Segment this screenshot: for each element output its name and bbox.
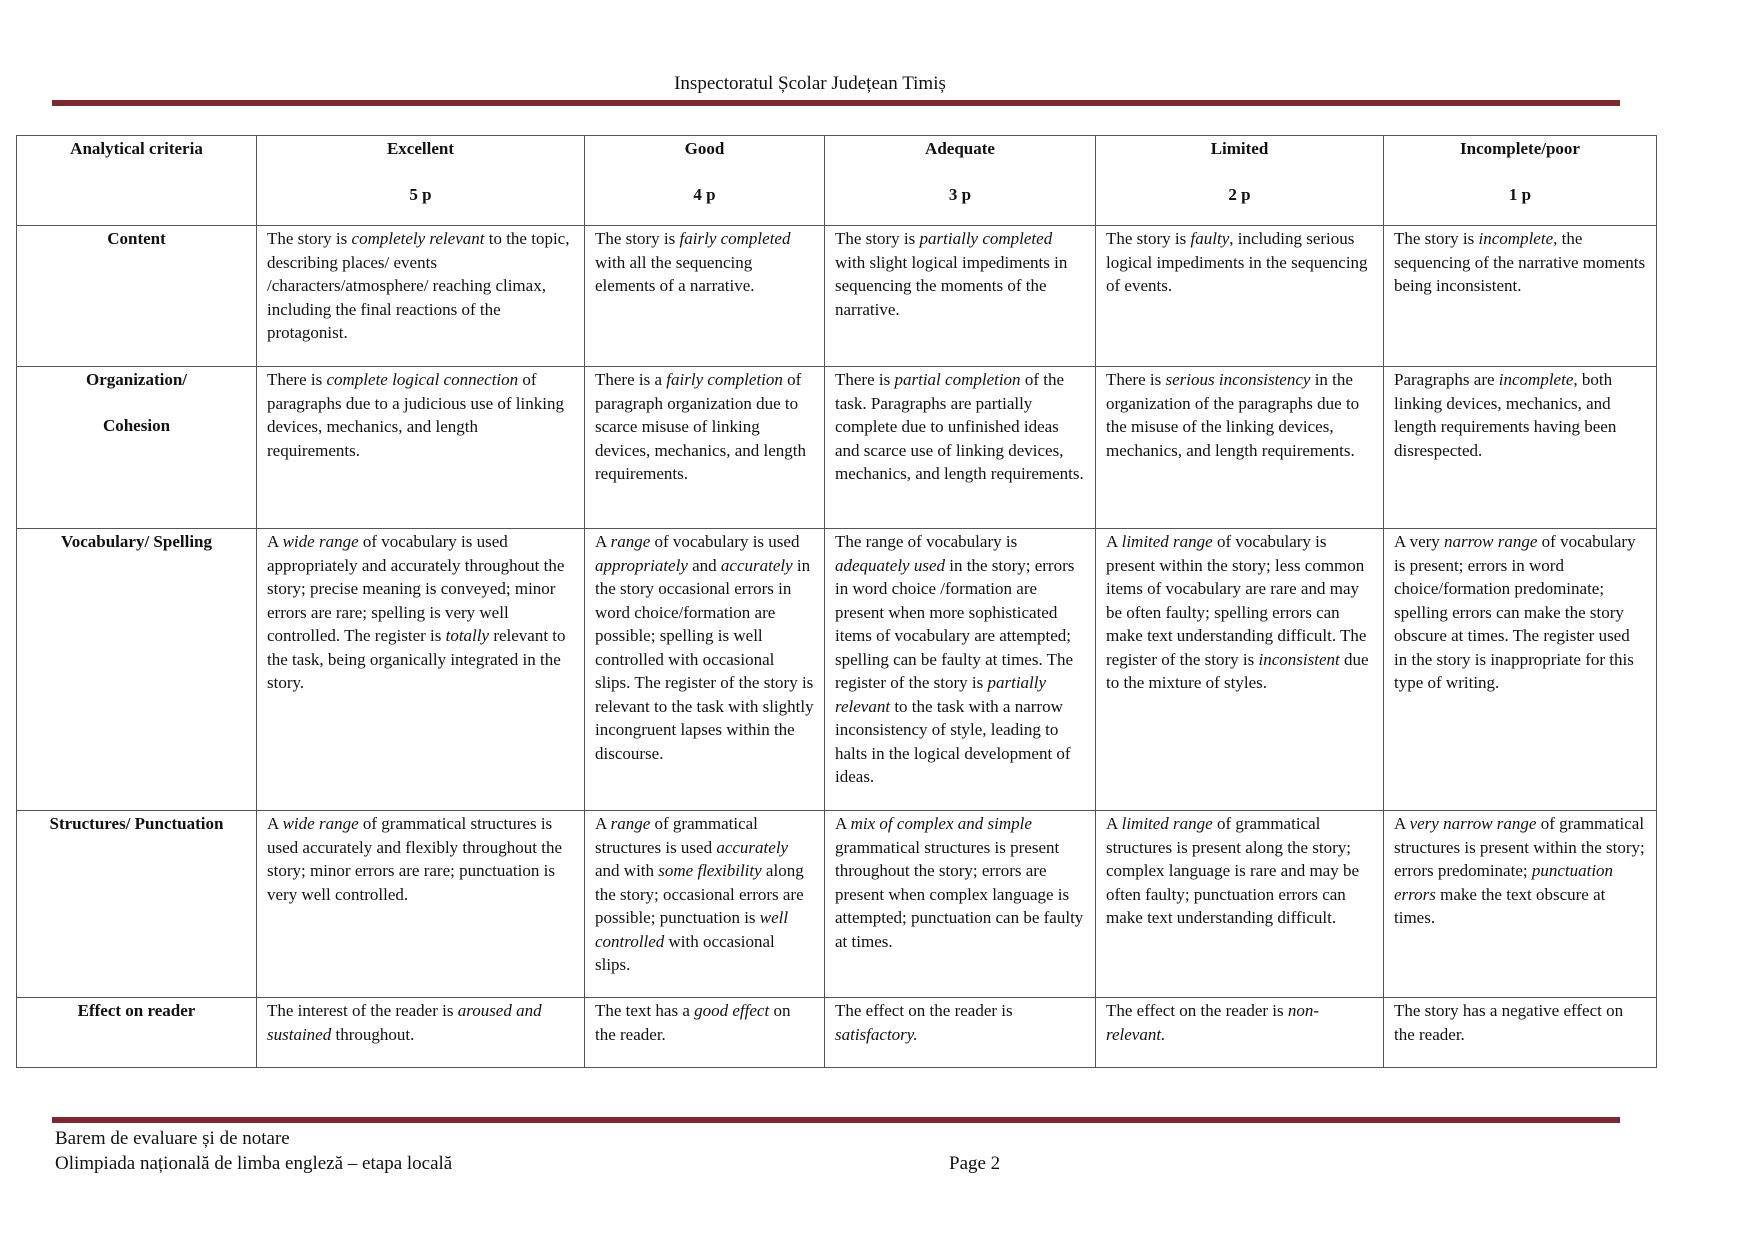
level-points: 1 p — [1508, 184, 1532, 204]
rubric-header-row — [17, 136, 1657, 226]
emphasis-text: punctuation errors — [1394, 861, 1614, 904]
level-label: Incomplete/poor — [1460, 139, 1580, 158]
emphasis-text: fairly completed — [679, 229, 791, 248]
level-header-adequate — [825, 136, 1096, 226]
level-label: Good — [684, 139, 725, 158]
emphasis-text: completely relevant — [351, 229, 485, 248]
emphasis-text: partially relevant — [835, 673, 1047, 716]
emphasis-text: totally — [445, 626, 490, 645]
rubric-row-content — [17, 226, 1657, 367]
emphasis-text: limited range — [1121, 532, 1213, 551]
emphasis-text: limited range — [1121, 814, 1213, 833]
descriptor-cell: A very narrow range of grammatical structures is present within the story; errors predominate; punctuation errors make the text obscure at times. — [1384, 811, 1657, 998]
emphasis-text: narrow range — [1444, 532, 1538, 551]
descriptor-cell: The story has a negative effect on the reader. — [1384, 998, 1657, 1068]
descriptor-cell: The story is fairly completed with all the sequencing elements of a narrative. — [585, 226, 825, 367]
emphasis-text: partial completion — [894, 370, 1021, 389]
page-header-title: Inspectoratul Școlar Județean Timiș — [674, 73, 946, 94]
emphasis-text: faulty — [1190, 229, 1230, 248]
header-rule — [52, 100, 1620, 106]
emphasis-text: non-relevant. — [1106, 1001, 1320, 1044]
descriptor-cell: There is a fairly completion of paragraph organization due to scarce misuse of linking devices, mechanics, and length requirements. — [585, 367, 825, 529]
level-points: 5 p — [409, 184, 432, 204]
emphasis-text: very narrow range — [1409, 814, 1537, 833]
criterion-label: Content — [17, 226, 257, 367]
emphasis-text: mix of complex and simple — [850, 814, 1032, 833]
descriptor-cell: The story is faulty, including serious logical impediments in the sequencing of events. — [1096, 226, 1384, 367]
descriptor-cell: The text has a good effect on the reader. — [585, 998, 825, 1068]
level-points: 4 p — [693, 184, 716, 204]
descriptor-cell: A range of vocabulary is used appropriately and accurately in the story occasional errors in word choice/formation are possible; spelling is well controlled with occasional slips. The register of the story is relevant to the task with slightly incongruent lapses within the discourse. — [585, 529, 825, 811]
footer-text — [55, 1126, 452, 1176]
descriptor-cell: A wide range of vocabulary is used appropriately and accurately throughout the story; precise meaning is conveyed; minor errors are rare; spelling is very well controlled. The register is totally relevant to the task, being organically integrated in the story. — [257, 529, 585, 811]
emphasis-text: some flexibility — [658, 861, 762, 880]
level-header-limited — [1096, 136, 1384, 226]
descriptor-cell: A limited range of grammatical structures is present along the story; complex language is rare and may be often faulty; punctuation errors can make text understanding difficult. — [1096, 811, 1384, 998]
descriptor-cell: Paragraphs are incomplete, both linking devices, mechanics, and length requirements having been disrespected. — [1384, 367, 1657, 529]
footer-line1: Barem de evaluare și de notare — [55, 1128, 290, 1149]
criterion-label — [17, 367, 257, 529]
descriptor-cell: A limited range of vocabulary is present within the story; less common items of vocabulary are rare and may be often faulty; spelling errors can make text understanding difficult. The register of the story is inconsistent due to the mixture of styles. — [1096, 529, 1384, 811]
criterion-label: Vocabulary/ Spelling — [17, 529, 257, 811]
level-label: Excellent — [386, 139, 455, 158]
descriptor-cell: There is partial completion of the task. Paragraphs are partially complete due to unfinished ideas and scarce use of linking devices, mechanics, and length requirements. — [825, 367, 1096, 529]
rubric-row-structures — [17, 811, 1657, 998]
footer-line2: Olimpiada națională de limba engleză – etapa locală — [55, 1153, 453, 1174]
descriptor-cell: A very narrow range of vocabulary is present; errors in word choice/formation predominate; spelling errors can make the story obscure at times. The register used in the story is inappropriate for this type of writing. — [1384, 529, 1657, 811]
rubric-row-effect — [17, 998, 1657, 1068]
descriptor-cell: The effect on the reader is non-relevant. — [1096, 998, 1384, 1068]
emphasis-text: incomplete — [1498, 370, 1574, 389]
level-header-incomplete — [1384, 136, 1657, 226]
criterion-label: Effect on reader — [17, 998, 257, 1068]
footer-rule — [52, 1117, 1620, 1123]
emphasis-text: satisfactory. — [835, 1024, 918, 1044]
emphasis-text: appropriately — [595, 555, 688, 575]
descriptor-cell: The effect on the reader is satisfactory. — [825, 998, 1096, 1068]
level-label: Limited — [1210, 139, 1269, 158]
emphasis-text: accurately — [716, 837, 789, 857]
page-number: Page 2 — [949, 1153, 1001, 1174]
descriptor-cell: There is complete logical connection of paragraphs due to a judicious use of linking devices, mechanics, and length requirements. — [257, 367, 585, 529]
emphasis-text: serious inconsistency — [1165, 370, 1311, 389]
emphasis-text: adequately used — [835, 555, 945, 575]
emphasis-text: range — [610, 814, 651, 833]
level-header-good — [585, 136, 825, 226]
emphasis-text: inconsistent — [1258, 649, 1340, 669]
rubric-row-vocabulary — [17, 529, 1657, 811]
descriptor-cell: A mix of complex and simple grammatical structures is present throughout the story; errors are present when complex language is attempted; punctuation can be faulty at times. — [825, 811, 1096, 998]
descriptor-cell: There is serious inconsistency in the organization of the paragraphs due to the misuse of the linking devices, mechanics, and length requirements. — [1096, 367, 1384, 529]
descriptor-cell: The story is incomplete, the sequencing of the narrative moments being inconsistent. — [1384, 226, 1657, 367]
emphasis-text: complete logical connection — [326, 370, 519, 389]
emphasis-text: fairly completion — [666, 370, 783, 389]
emphasis-text: incomplete — [1478, 229, 1554, 248]
emphasis-text: accurately — [720, 555, 793, 575]
level-points: 2 p — [1228, 184, 1251, 204]
criterion-label-line2: Cohesion — [102, 415, 171, 435]
emphasis-text: aroused and sustained — [267, 1001, 542, 1044]
emphasis-text: wide range — [282, 814, 359, 833]
rubric-row-organization — [17, 367, 1657, 529]
descriptor-cell: The story is completely relevant to the topic, describing places/ events /characters/atmosphere/ reaching climax, including the final reactions of the protagonist. — [257, 226, 585, 367]
level-header-excellent — [257, 136, 585, 226]
emphasis-text: well controlled — [595, 908, 789, 951]
criteria-header: Analytical criteria — [17, 136, 257, 226]
rubric-table — [16, 135, 1657, 1068]
descriptor-cell: The range of vocabulary is adequately used in the story; errors in word choice /formation are present when more sophisticated items of vocabulary are attempted; spelling can be faulty at times. The register of the story is partially relevant to the task with a narrow inconsistency of style, leading to halts in the logical development of ideas. — [825, 529, 1096, 811]
emphasis-text: range — [610, 532, 651, 551]
descriptor-cell: The interest of the reader is aroused and sustained throughout. — [257, 998, 585, 1068]
criterion-label: Structures/ Punctuation — [17, 811, 257, 998]
criterion-label-line1: Organization/ — [85, 370, 188, 389]
descriptor-cell: The story is partially completed with slight logical impediments in sequencing the moments of the narrative. — [825, 226, 1096, 367]
level-label: Adequate — [925, 139, 995, 158]
emphasis-text: partially completed — [919, 229, 1053, 248]
level-points: 3 p — [948, 184, 972, 204]
emphasis-text: good effect — [694, 1001, 770, 1020]
descriptor-cell: A wide range of grammatical structures is used accurately and flexibly throughout the story; minor errors are rare; punctuation is very well controlled. — [257, 811, 585, 998]
emphasis-text: wide range — [282, 532, 359, 551]
descriptor-cell: A range of grammatical structures is used accurately and with some flexibility along the story; occasional errors are possible; punctuation is well controlled with occasional slips. — [585, 811, 825, 998]
